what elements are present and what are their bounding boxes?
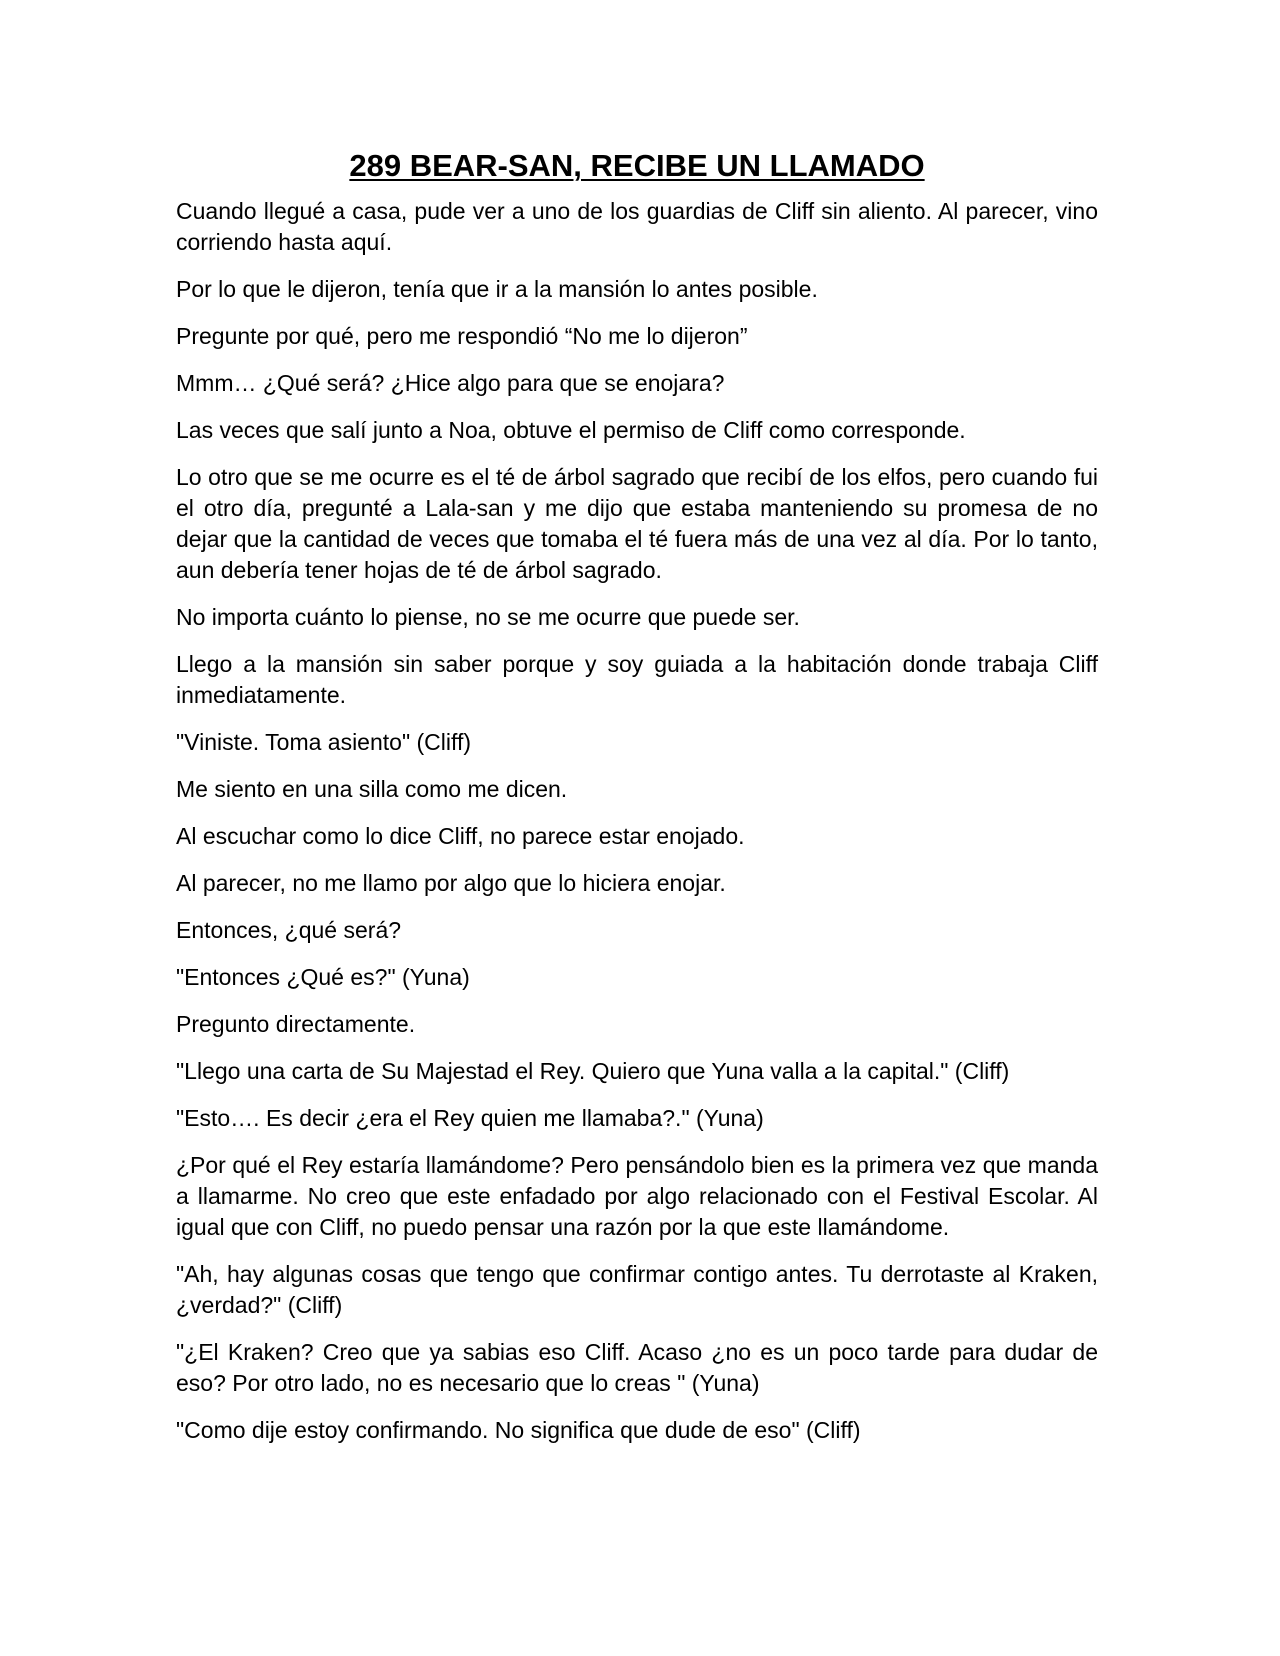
dialogue-line: "Viniste. Toma asiento" (Cliff) <box>176 729 472 755</box>
paragraph: Me siento en una silla como me dicen. <box>176 776 568 802</box>
paragraph: Por lo que le dijeron, tenía que ir a la mansión lo antes posible. <box>176 276 818 302</box>
dialogue-line: "Ah, hay algunas cosas que tengo que confirmar contigo antes. Tu derrotaste al Kraken, ¿verdad?" (Cliff) <box>176 1261 1098 1318</box>
paragraph: Lo otro que se me ocurre es el té de árbol sagrado que recibí de los elfos, pero cuando fui el otro día, pregunté a Lala-san y me dijo que estaba manteniendo su promesa de no dejar que la cantidad de veces que tomaba el té fuera más de una vez al día. Por lo tanto, aun debería tener hojas de té de árbol sagrado. <box>176 464 1098 583</box>
dialogue-line: "Llego una carta de Su Majestad el Rey. Quiero que Yuna valla a la capital." (Cliff) <box>176 1058 1010 1084</box>
dialogue-line: "Entonces ¿Qué es?" (Yuna) <box>176 964 470 990</box>
paragraph: Al parecer, no me llamo por algo que lo hiciera enojar. <box>176 870 726 896</box>
paragraph: Entonces, ¿qué será? <box>176 917 402 943</box>
dialogue-line: "¿El Kraken? Creo que ya sabias eso Cliff. Acaso ¿no es un poco tarde para dudar de eso? Por otro lado, no es necesario que lo creas " (Yuna) <box>176 1339 1098 1396</box>
chapter-title: 289 BEAR-SAN, RECIBE UN LLAMADO <box>349 148 925 183</box>
dialogue-line: "Esto…. Es decir ¿era el Rey quien me llamaba?." (Yuna) <box>176 1105 764 1131</box>
paragraph: Las veces que salí junto a Noa, obtuve el permiso de Cliff como corresponde. <box>176 417 966 443</box>
paragraph: Llego a la mansión sin saber porque y soy guiada a la habitación donde trabaja Cliff inmediatamente. <box>176 651 1098 708</box>
paragraph: Pregunto directamente. <box>176 1011 416 1037</box>
paragraph: ¿Por qué el Rey estaría llamándome? Pero pensándolo bien es la primera vez que manda a llamarme. No creo que este enfadado por algo relacionado con el Festival Escolar. Al igual que con Cliff, no puedo pensar una razón por la que este llamándome. <box>176 1152 1098 1240</box>
dialogue-line: "Como dije estoy confirmando. No significa que dude de eso" (Cliff) <box>176 1417 861 1443</box>
paragraph: Mmm… ¿Qué será? ¿Hice algo para que se enojara? <box>176 370 725 396</box>
paragraph: Cuando llegué a casa, pude ver a uno de los guardias de Cliff sin aliento. Al parecer, vino corriendo hasta aquí. <box>176 198 1098 255</box>
paragraph: Al escuchar como lo dice Cliff, no parece estar enojado. <box>176 823 745 849</box>
paragraph: Pregunte por qué, pero me respondió “No me lo dijeron” <box>176 323 748 349</box>
document-page <box>176 146 1098 1462</box>
paragraph: No importa cuánto lo piense, no se me ocurre que puede ser. <box>176 604 800 630</box>
